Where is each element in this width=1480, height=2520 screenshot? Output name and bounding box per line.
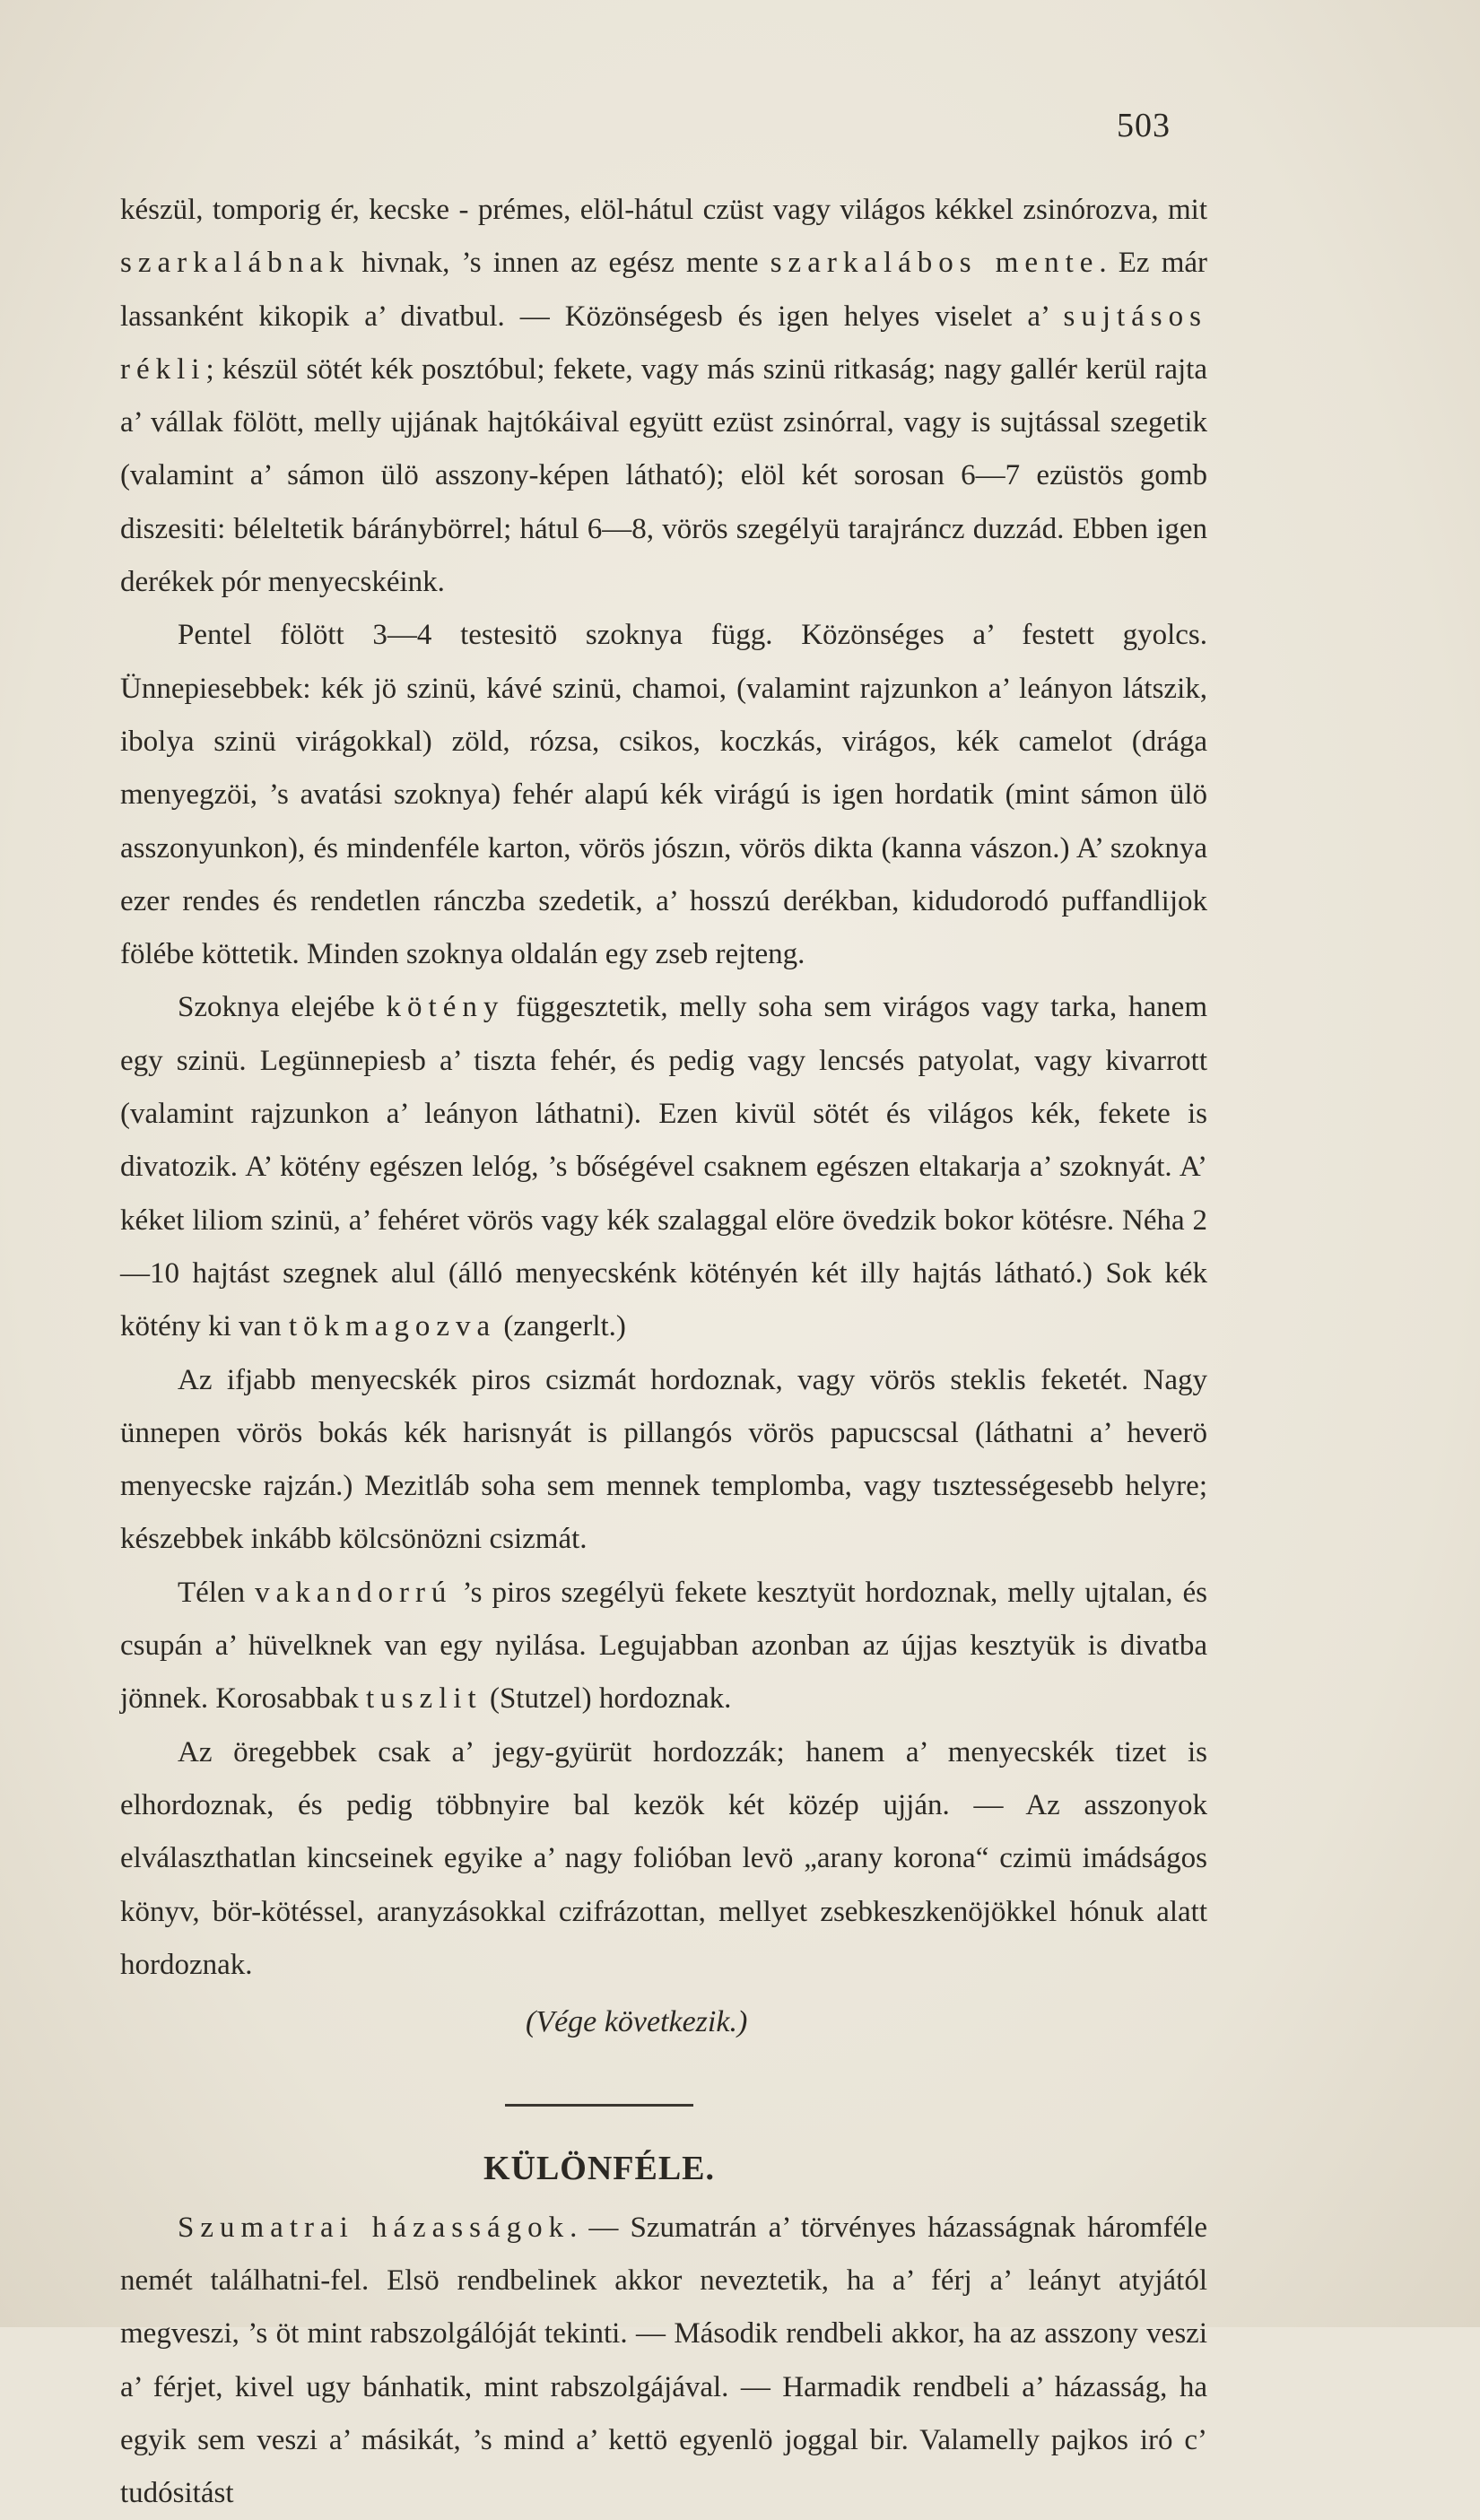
text-run: Télen: [178, 1576, 256, 1609]
paragraph-gloves: [120, 1567, 1207, 1726]
section-heading: KÜLÖNFÉLE.: [483, 2150, 716, 2188]
section-divider: [505, 2104, 693, 2107]
spaced-term: sujtásos rékli: [120, 300, 1207, 386]
spaced-term: szarkalábos mente: [770, 247, 1100, 280]
text-run: . Ez már lassanként kikopik a’ divatbul. — Közönségesb és igen helyes viselet a’: [120, 247, 1207, 333]
continued-note: (Vége következik.): [526, 2005, 748, 2039]
text-run: hivnak, ’s innen az egész mente: [350, 247, 770, 280]
page-number: 503: [1117, 107, 1171, 144]
paragraph-skirt: Pentel fölött 3—4 testesitö szoknya függ. Közönséges a’ festett gyolcs. Ünnepiesebbek: kék jö szinü, kávé szinü, chamoi, (valamint rajzunkon a’ leányon látszik, ibolya szinü virágokkal) zöld, rózsa, csikos, koczkás, virágos, kék camelot (drága menyegzöi, ’s avatási szoknya) fehér alapú kék virágú is igen hordatik (mint sámon ülö asszonyunkon), és mindenféle karton, vörös jószın, vörös dikta (kanna vászon.) A’ szoknya ezer rendes és rendetlen ránczba szedetik, a’ hosszú derékban, kidudorodó puffandlijok fölébe köttetik. Minden szoknya oldalán egy zseb rejteng.: [120, 619, 1207, 971]
text-run: ; készül sötét kék posztóbul; fekete, vagy más szinü ritkaság; nagy gallér kerül rajta a’ vállak fölött, melly ujjának hajtókáival együtt ezüst zsinórral, vagy is sujtással szegetik (valamint a’ sámon ülö asszony-képen látható); elöl két sorosan 6—7 ezüstös gomb diszesiti: béleltetik báránybörrel; hátul 6—8, vörös szegélyü tarajráncz duzzád. Ebben igen derékek pór menyecskéink.: [120, 352, 1207, 599]
spaced-term: vakandorrú: [255, 1576, 453, 1609]
text-run: (zangerlt.): [496, 1310, 626, 1343]
spaced-term: szarkalábnak: [120, 247, 351, 280]
paragraph-jacket: [120, 184, 1207, 609]
text-run: készül, tomporig ér, kecske - prémes, elöl-hátul czüst vagy világos kékkel zsinórozva, mit: [120, 194, 1207, 226]
text-run: ’s piros szegélyü fekete kesztyüt hordoznak, melly ujtalan, és csupán a’ hüvelknek van egy nyilása. Legujabban azonban az újjas kesztyük is divatba jönnek. Korosabbak: [120, 1576, 1207, 1716]
paragraph-boots: Az ifjabb menyecskék piros csizmát hordoznak, vagy vörös steklis feketét. Nagy ünnepen vörös bokás kék harisnyát is pillangós vörös papucscsal (láthatni a’ heverö menyecske rajzán.) Mezitláb soha sem mennek templomba, vagy tısztességesebb helyre; készebbek inkább kölcsönözni csizmát.: [120, 1363, 1207, 1556]
spaced-term: tuszlit: [366, 1682, 483, 1716]
text-run: . — Szumatrán a’ törvényes házasságnak háromféle nemét találhatni-fel. Elsö rendbelinek akkor neveztetik, ha a’ férj a’ leányt atyjától megveszi, ’s öt mint rabszolgálóját tekinti. — Második rendbeli akkor, ha az asszony veszi a’ férjet, kivel ugy bánhatik, mint rabszolgájával. — Harmadik rendbeli a’ házasság, ha egyik sem veszi a’ másikát, ’s mind a’ kettö egyenlö joggal bir. Valamelly pajkos iró c’ tudósitást: [120, 2211, 1208, 2510]
spaced-term: tökmagozva: [288, 1310, 497, 1343]
text-run: (Stutzel) hordoznak.: [482, 1682, 732, 1716]
article-body: [120, 184, 1207, 2520]
text-run: Szoknya elejébe: [178, 991, 387, 1024]
paragraph-rings: Az öregebbek csak a’ jegy-gyürüt hordozzák; hanem a’ menyecskék tizet is elhordoznak, és pedig többnyire bal kezök két közép ujján. — Az asszonyok elválaszthatlan kincseinek egyike a’ nagy folióban levö „arany korona“ czimü imádságos könyv, bör-kötéssel, aranyzásokkal czifrázottan, mellyet zsebkeszkenöjökkel hónuk alatt hordoznak.: [120, 1735, 1207, 1981]
spaced-term: Szumatrai házasságok: [178, 2211, 570, 2244]
paragraph-apron: [120, 981, 1207, 1353]
spaced-term: kötény: [386, 991, 505, 1024]
text-run: függesztetik, melly soha sem virágos vagy tarka, hanem egy szinü. Legünnepiesb a’ tiszta fehér, és pedig vagy lencsés patyolat, vagy kivarrott (valamint rajzunkon a’ leányon láthatni). Ezen kivül sötét és világos kék, fekete is divatozik. A’ kötény egészen lelóg, ’s bőségével csaknem egészen eltakarja a’ szoknyát. A’ kéket liliom szinü, a’ fehéret vörös vagy kék szalaggal elöre övedzik bokor kötésre. Néha 2—10 hajtást szegnek alul (álló menyecskénk kötényén két illy hajtás látható.) Sok kék kötény ki van: [120, 991, 1207, 1343]
paragraph-sumatra: [120, 2202, 1207, 2520]
